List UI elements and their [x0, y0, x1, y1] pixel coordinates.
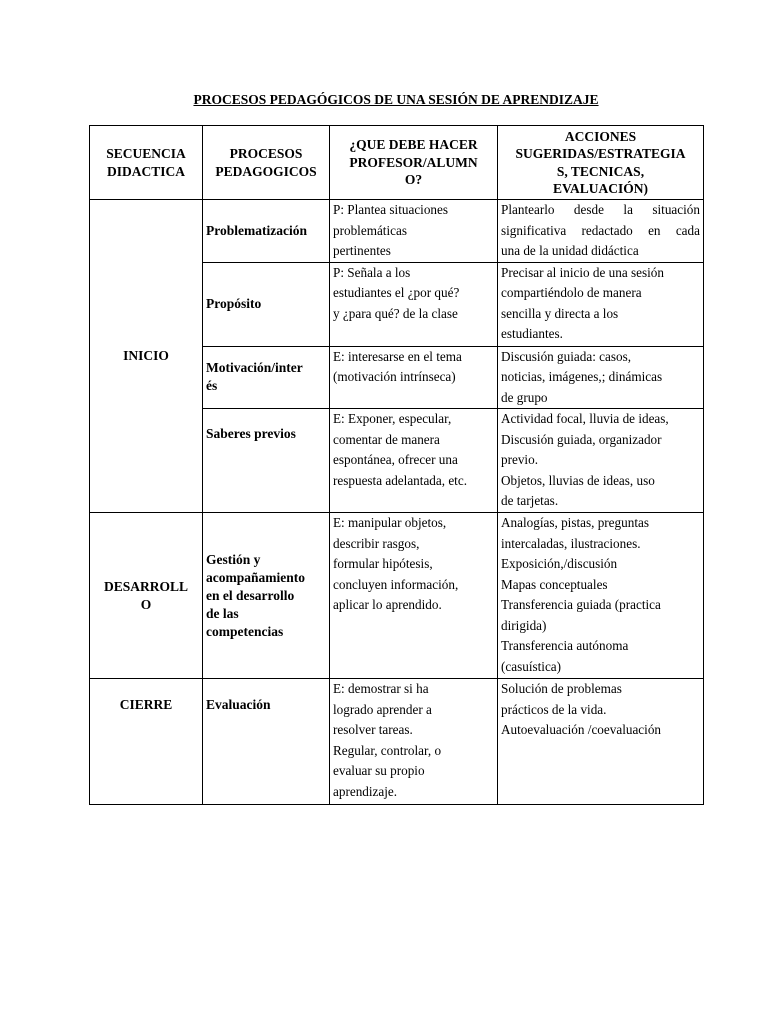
- document-title: PROCESOS PEDAGÓGICOS DE UNA SESIÓN DE APRENDIZAJE: [193, 92, 599, 107]
- table-row: [90, 679, 704, 805]
- hacer-cell: E: manipular objetos, describir rasgos, formular hipótesis, concluyen información, aplicar lo aprendido.: [330, 513, 498, 679]
- header-procesos: PROCESOS PEDAGOGICOS: [203, 126, 330, 200]
- proceso-cell: Problematización: [203, 200, 330, 263]
- header-row: [90, 126, 704, 200]
- acciones-cell: Analogías, pistas, preguntas intercaladas, ilustraciones. Exposición,/discusión Mapas conceptuales Transferencia guiada (practica dirigida) Transferencia autónoma (casuística): [498, 513, 704, 679]
- section-desarrollo: DESARROLL O: [90, 513, 203, 679]
- proceso-cell: Evaluación: [203, 679, 330, 805]
- table-row: [90, 513, 704, 679]
- acciones-cell: Discusión guiada: casos, noticias, imágenes,; dinámicas de grupo: [498, 346, 704, 409]
- proceso-cell: Gestión y acompañamiento en el desarrollo de las competencias: [203, 513, 330, 679]
- section-inicio: INICIO: [90, 200, 203, 513]
- proceso-cell: Propósito: [203, 262, 330, 346]
- hacer-cell: E: interesarse en el tema (motivación intrínseca): [330, 346, 498, 409]
- hacer-cell: P: Plantea situaciones problemáticas pertinentes: [330, 200, 498, 263]
- header-acciones: ACCIONES SUGERIDAS/ESTRATEGIA S, TECNICAS, EVALUACIÓN): [498, 126, 704, 200]
- section-cierre: CIERRE: [90, 679, 203, 805]
- header-que-debe-hacer: ¿QUE DEBE HACER PROFESOR/ALUMN O?: [330, 126, 498, 200]
- hacer-cell: P: Señala a los estudiantes el ¿por qué? y ¿para qué? de la clase: [330, 262, 498, 346]
- acciones-cell: Solución de problemas prácticos de la vida. Autoevaluación /coevaluación: [498, 679, 704, 805]
- acciones-cell: Actividad focal, lluvia de ideas, Discusión guiada, organizador previo. Objetos, lluvias de ideas, uso de tarjetas.: [498, 409, 704, 513]
- table-row: [90, 200, 704, 263]
- hacer-cell: E: Exponer, especular, comentar de manera espontánea, ofrecer una respuesta adelantada, etc.: [330, 409, 498, 513]
- pedagogical-processes-table: [89, 125, 704, 805]
- proceso-cell: Motivación/inter és: [203, 346, 330, 409]
- header-secuencia: SECUENCIA DIDACTICA: [90, 126, 203, 200]
- acciones-cell: Precisar al inicio de una sesión compartiéndolo de manera sencilla y directa a los estudiantes.: [498, 262, 704, 346]
- proceso-cell: Saberes previos: [203, 409, 330, 513]
- acciones-cell: Plantearlo desde la situación significativa redactado en cada una de la unidad didáctica: [498, 200, 704, 263]
- hacer-cell: E: demostrar si ha logrado aprender a resolver tareas. Regular, controlar, o evaluar su propio aprendizaje.: [330, 679, 498, 805]
